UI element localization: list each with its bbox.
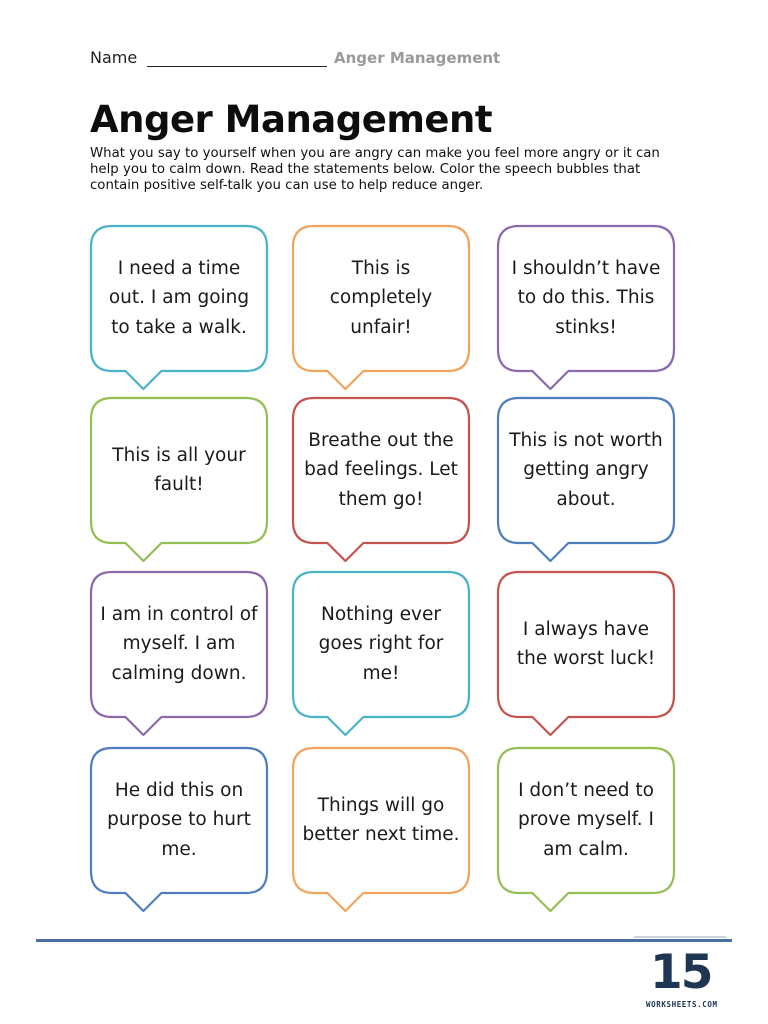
speech-bubble[interactable] bbox=[292, 571, 470, 735]
speech-bubble-text: I need a time out. I am going to take a walk. bbox=[108, 257, 250, 338]
speech-bubble[interactable] bbox=[90, 225, 268, 389]
speech-bubble[interactable] bbox=[497, 225, 675, 389]
speech-bubble[interactable] bbox=[497, 571, 675, 735]
speech-bubble-text: Nothing ever goes right for me! bbox=[318, 603, 444, 684]
logo-site: WORKSHEETS.COM bbox=[646, 1000, 718, 1009]
footer-rule bbox=[36, 939, 732, 942]
instructions: What you say to yourself when you are angry can make you feel more angry or it can help you to calm down. Read the statements below. Color the speech bubbles that contain positive self-talk you can use to help reduce anger. bbox=[90, 146, 660, 193]
speech-bubble[interactable] bbox=[497, 747, 675, 911]
speech-bubble-text: He did this on purpose to hurt me. bbox=[107, 779, 251, 860]
speech-bubble[interactable] bbox=[292, 225, 470, 389]
speech-bubble-text: I don’t need to prove myself. I am calm. bbox=[518, 779, 654, 860]
speech-bubble-text: This is completely unfair! bbox=[329, 257, 433, 338]
speech-bubble[interactable] bbox=[90, 397, 268, 561]
worksheets-logo[interactable] bbox=[640, 945, 724, 1014]
speech-bubble-text: This is all your fault! bbox=[112, 444, 246, 495]
speech-bubble[interactable] bbox=[292, 397, 470, 561]
speech-bubble[interactable] bbox=[497, 397, 675, 561]
speech-bubble-text: This is not worth getting angry about. bbox=[509, 429, 663, 510]
speech-bubble-text: I always have the worst luck! bbox=[516, 618, 656, 669]
header-topic: Anger Management bbox=[334, 49, 501, 67]
speech-bubble[interactable] bbox=[90, 571, 268, 735]
speech-bubble-text: I shouldn’t have to do this. This stinks! bbox=[511, 257, 661, 338]
speech-bubble-text: Breathe out the bad feelings. Let them go! bbox=[304, 429, 458, 510]
logo-number: 15 bbox=[650, 945, 712, 1000]
footer-accent-line bbox=[634, 936, 726, 938]
page-title: Anger Management bbox=[90, 98, 493, 141]
speech-bubble[interactable] bbox=[90, 747, 268, 911]
speech-bubble[interactable] bbox=[292, 747, 470, 911]
speech-bubble-text: I am in control of myself. I am calming down. bbox=[100, 603, 258, 684]
speech-bubble-text: Things will go better next time. bbox=[302, 794, 460, 845]
name-label: Name bbox=[90, 48, 138, 67]
